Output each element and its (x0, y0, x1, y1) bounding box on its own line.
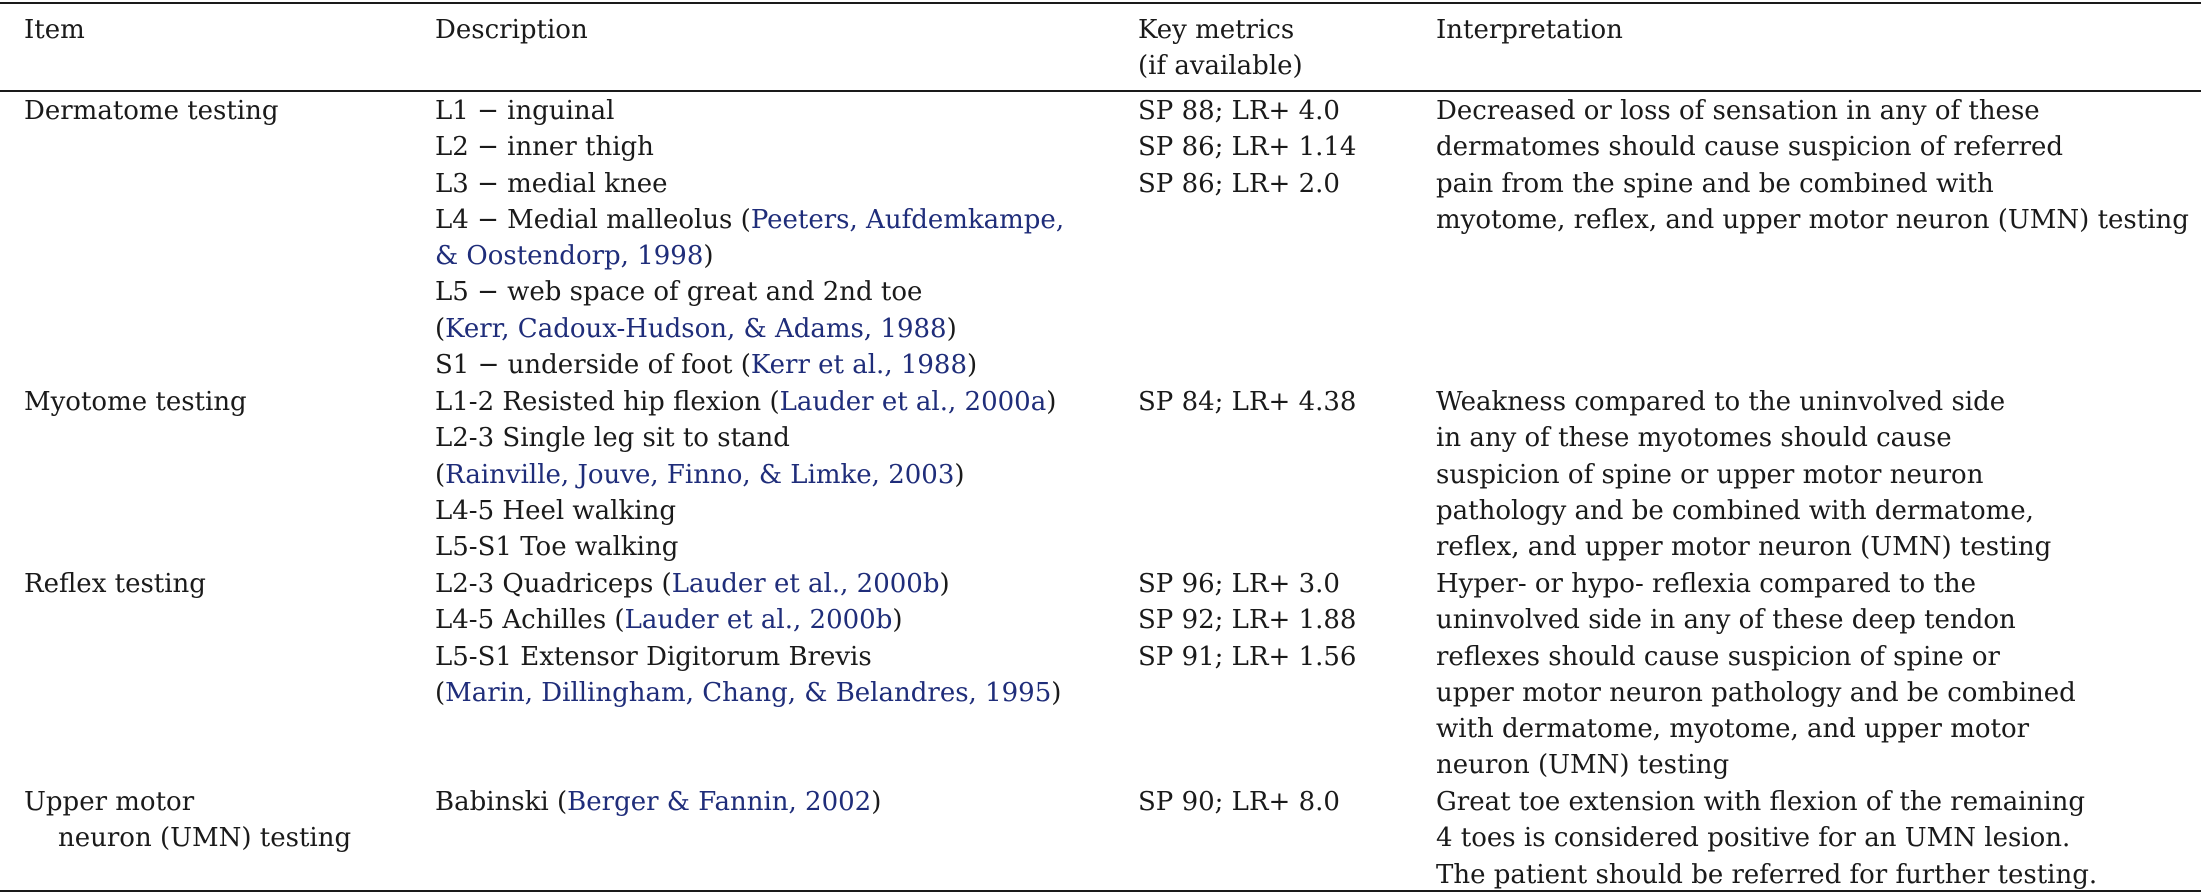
description-text: ) (871, 787, 882, 817)
interpretation-line: 4 toes is considered positive for an UMN lesion. (1436, 823, 2071, 854)
cell-interpretation (1436, 566, 2196, 784)
header-key-metrics (1138, 12, 1428, 84)
header-metrics-line2: (if available) (1138, 51, 1303, 81)
description-text: L4 − Medial malleolus ( (435, 204, 751, 235)
cell-description (435, 784, 1125, 820)
description-text: L4-5 Achilles ( (435, 605, 625, 636)
interpretation-line: upper motor neuron pathology and be combined (1436, 677, 2076, 708)
metric-line: SP 86; LR+ 1.14 (1138, 132, 1357, 163)
interpretation-line: in any of these myotomes should cause (1436, 423, 1952, 454)
cell-item (24, 784, 424, 857)
description-line (435, 784, 1125, 820)
interpretation-line: reflexes should cause suspicion of spine or (1436, 641, 2000, 672)
description-text: L5 − web space of great and 2nd toe (435, 277, 923, 308)
description-line (435, 675, 1125, 711)
cell-description (435, 566, 1125, 711)
interpretation-line: Great toe extension with flexion of the remaining (1436, 787, 2086, 817)
description-text: ) (967, 350, 978, 381)
interpretation-line: with dermatome, myotome, and upper motor (1436, 714, 2030, 745)
interpretation-line: pain from the spine and be combined with (1436, 168, 1994, 199)
description-text: ) (1046, 387, 1057, 417)
description-line (435, 274, 1125, 310)
description-text: L2-3 Quadriceps ( (435, 569, 672, 599)
citation-link[interactable]: Kerr et al., 1988 (750, 350, 968, 381)
citation-link[interactable]: Berger & Fannin, 2002 (567, 787, 872, 817)
description-text: ( (435, 677, 446, 708)
description-text: ( (435, 313, 446, 344)
interpretation-line: Weakness compared to the uninvolved side (1436, 387, 2006, 417)
description-line (435, 457, 1125, 493)
metric-line: SP 92; LR+ 1.88 (1138, 605, 1357, 636)
description-text: ) (954, 459, 965, 490)
description-line (435, 420, 1125, 456)
interpretation-line: suspicion of spine or upper motor neuron (1436, 459, 1984, 490)
header-item: Item (24, 15, 85, 45)
description-text: Babinski ( (435, 787, 568, 817)
description-text: L5-S1 Toe walking (435, 532, 679, 563)
description-text: L2-3 Single leg sit to stand (435, 423, 790, 454)
interpretation-line: reflex, and upper motor neuron (UMN) testing (1436, 532, 2052, 563)
description-line (435, 529, 1125, 565)
metric-line: SP 91; LR+ 1.56 (1138, 641, 1357, 672)
citation-link[interactable]: Lauder et al., 2000b (624, 605, 893, 636)
description-text: L2 − inner thigh (435, 132, 654, 163)
cell-key-metrics (1138, 384, 1428, 420)
citation-link[interactable]: & Oostendorp, 1998 (435, 241, 704, 272)
citation-link[interactable]: Peeters, Aufdemkampe, (750, 204, 1065, 235)
description-text: L4-5 Heel walking (435, 495, 676, 526)
interpretation-line: Hyper- or hypo- reflexia compared to the (1436, 569, 1976, 599)
item-label-line: Upper motor (24, 787, 195, 817)
table-bottom-rule (0, 890, 2201, 892)
item-label-line: Reflex testing (24, 569, 206, 599)
metric-line: SP 90; LR+ 8.0 (1138, 787, 1340, 817)
metric-line: SP 84; LR+ 4.38 (1138, 387, 1357, 417)
cell-interpretation (1436, 384, 2196, 565)
cell-item (24, 384, 424, 420)
item-label-line: Dermatome testing (24, 96, 279, 126)
description-line (435, 238, 1125, 274)
description-line (435, 311, 1125, 347)
citation-link[interactable]: Lauder et al., 2000a (779, 387, 1047, 417)
citation-link[interactable]: Marin, Dillingham, Chang, & Belandres, 1995 (445, 677, 1052, 708)
cell-key-metrics (1138, 566, 1428, 675)
cell-description (435, 93, 1125, 383)
description-line (435, 93, 1125, 129)
cell-interpretation (1436, 784, 2196, 893)
cell-interpretation (1436, 93, 2196, 238)
header-description: Description (435, 15, 588, 45)
description-line (435, 347, 1125, 383)
citation-link[interactable]: Rainville, Jouve, Finno, & Limke, 2003 (445, 459, 955, 490)
description-text: L1-2 Resisted hip flexion ( (435, 387, 780, 417)
interpretation-line: The patient should be referred for further testing. (1436, 859, 2098, 890)
cell-item (24, 566, 424, 602)
cell-description (435, 384, 1125, 565)
cell-key-metrics (1138, 93, 1428, 202)
description-line (435, 493, 1125, 529)
cell-key-metrics (1138, 784, 1428, 820)
citation-link[interactable]: Lauder et al., 2000b (671, 569, 940, 599)
description-text: ) (892, 605, 903, 636)
description-text: S1 − underside of foot ( (435, 350, 751, 381)
metric-line: SP 96; LR+ 3.0 (1138, 569, 1340, 599)
description-text: ) (939, 569, 950, 599)
description-text: ( (435, 459, 446, 490)
metric-line: SP 88; LR+ 4.0 (1138, 96, 1340, 126)
interpretation-line: pathology and be combined with dermatome, (1436, 495, 2034, 526)
description-text: L3 − medial knee (435, 168, 668, 199)
cell-item (24, 93, 424, 129)
description-line (435, 166, 1125, 202)
description-line (435, 639, 1125, 675)
description-text: ) (1051, 677, 1062, 708)
description-line (435, 129, 1125, 165)
item-label-line: Myotome testing (24, 387, 247, 417)
description-line (435, 384, 1125, 420)
interpretation-line: dermatomes should cause suspicion of referred (1436, 132, 2064, 163)
description-line (435, 202, 1125, 238)
description-line (435, 602, 1125, 638)
metric-line: SP 86; LR+ 2.0 (1138, 168, 1340, 199)
interpretation-line: uninvolved side in any of these deep tendon (1436, 605, 2016, 636)
interpretation-line: neuron (UMN) testing (1436, 750, 1730, 781)
description-text: ) (703, 241, 714, 272)
item-label-line: neuron (UMN) testing (58, 823, 352, 854)
interpretation-line: Decreased or loss of sensation in any of these (1436, 96, 2040, 126)
header-metrics-line1: Key metrics (1138, 15, 1295, 45)
citation-link[interactable]: Kerr, Cadoux-Hudson, & Adams, 1988 (445, 313, 947, 344)
interpretation-line: myotome, reflex, and upper motor neuron (UMN) testing (1436, 204, 2189, 235)
header-interpretation: Interpretation (1436, 15, 1623, 45)
description-text: ) (946, 313, 957, 344)
table-top-rule (0, 2, 2201, 4)
description-text: L5-S1 Extensor Digitorum Brevis (435, 641, 872, 672)
header-rule (0, 90, 2201, 92)
description-line (435, 566, 1125, 602)
description-text: L1 − inguinal (435, 96, 615, 126)
